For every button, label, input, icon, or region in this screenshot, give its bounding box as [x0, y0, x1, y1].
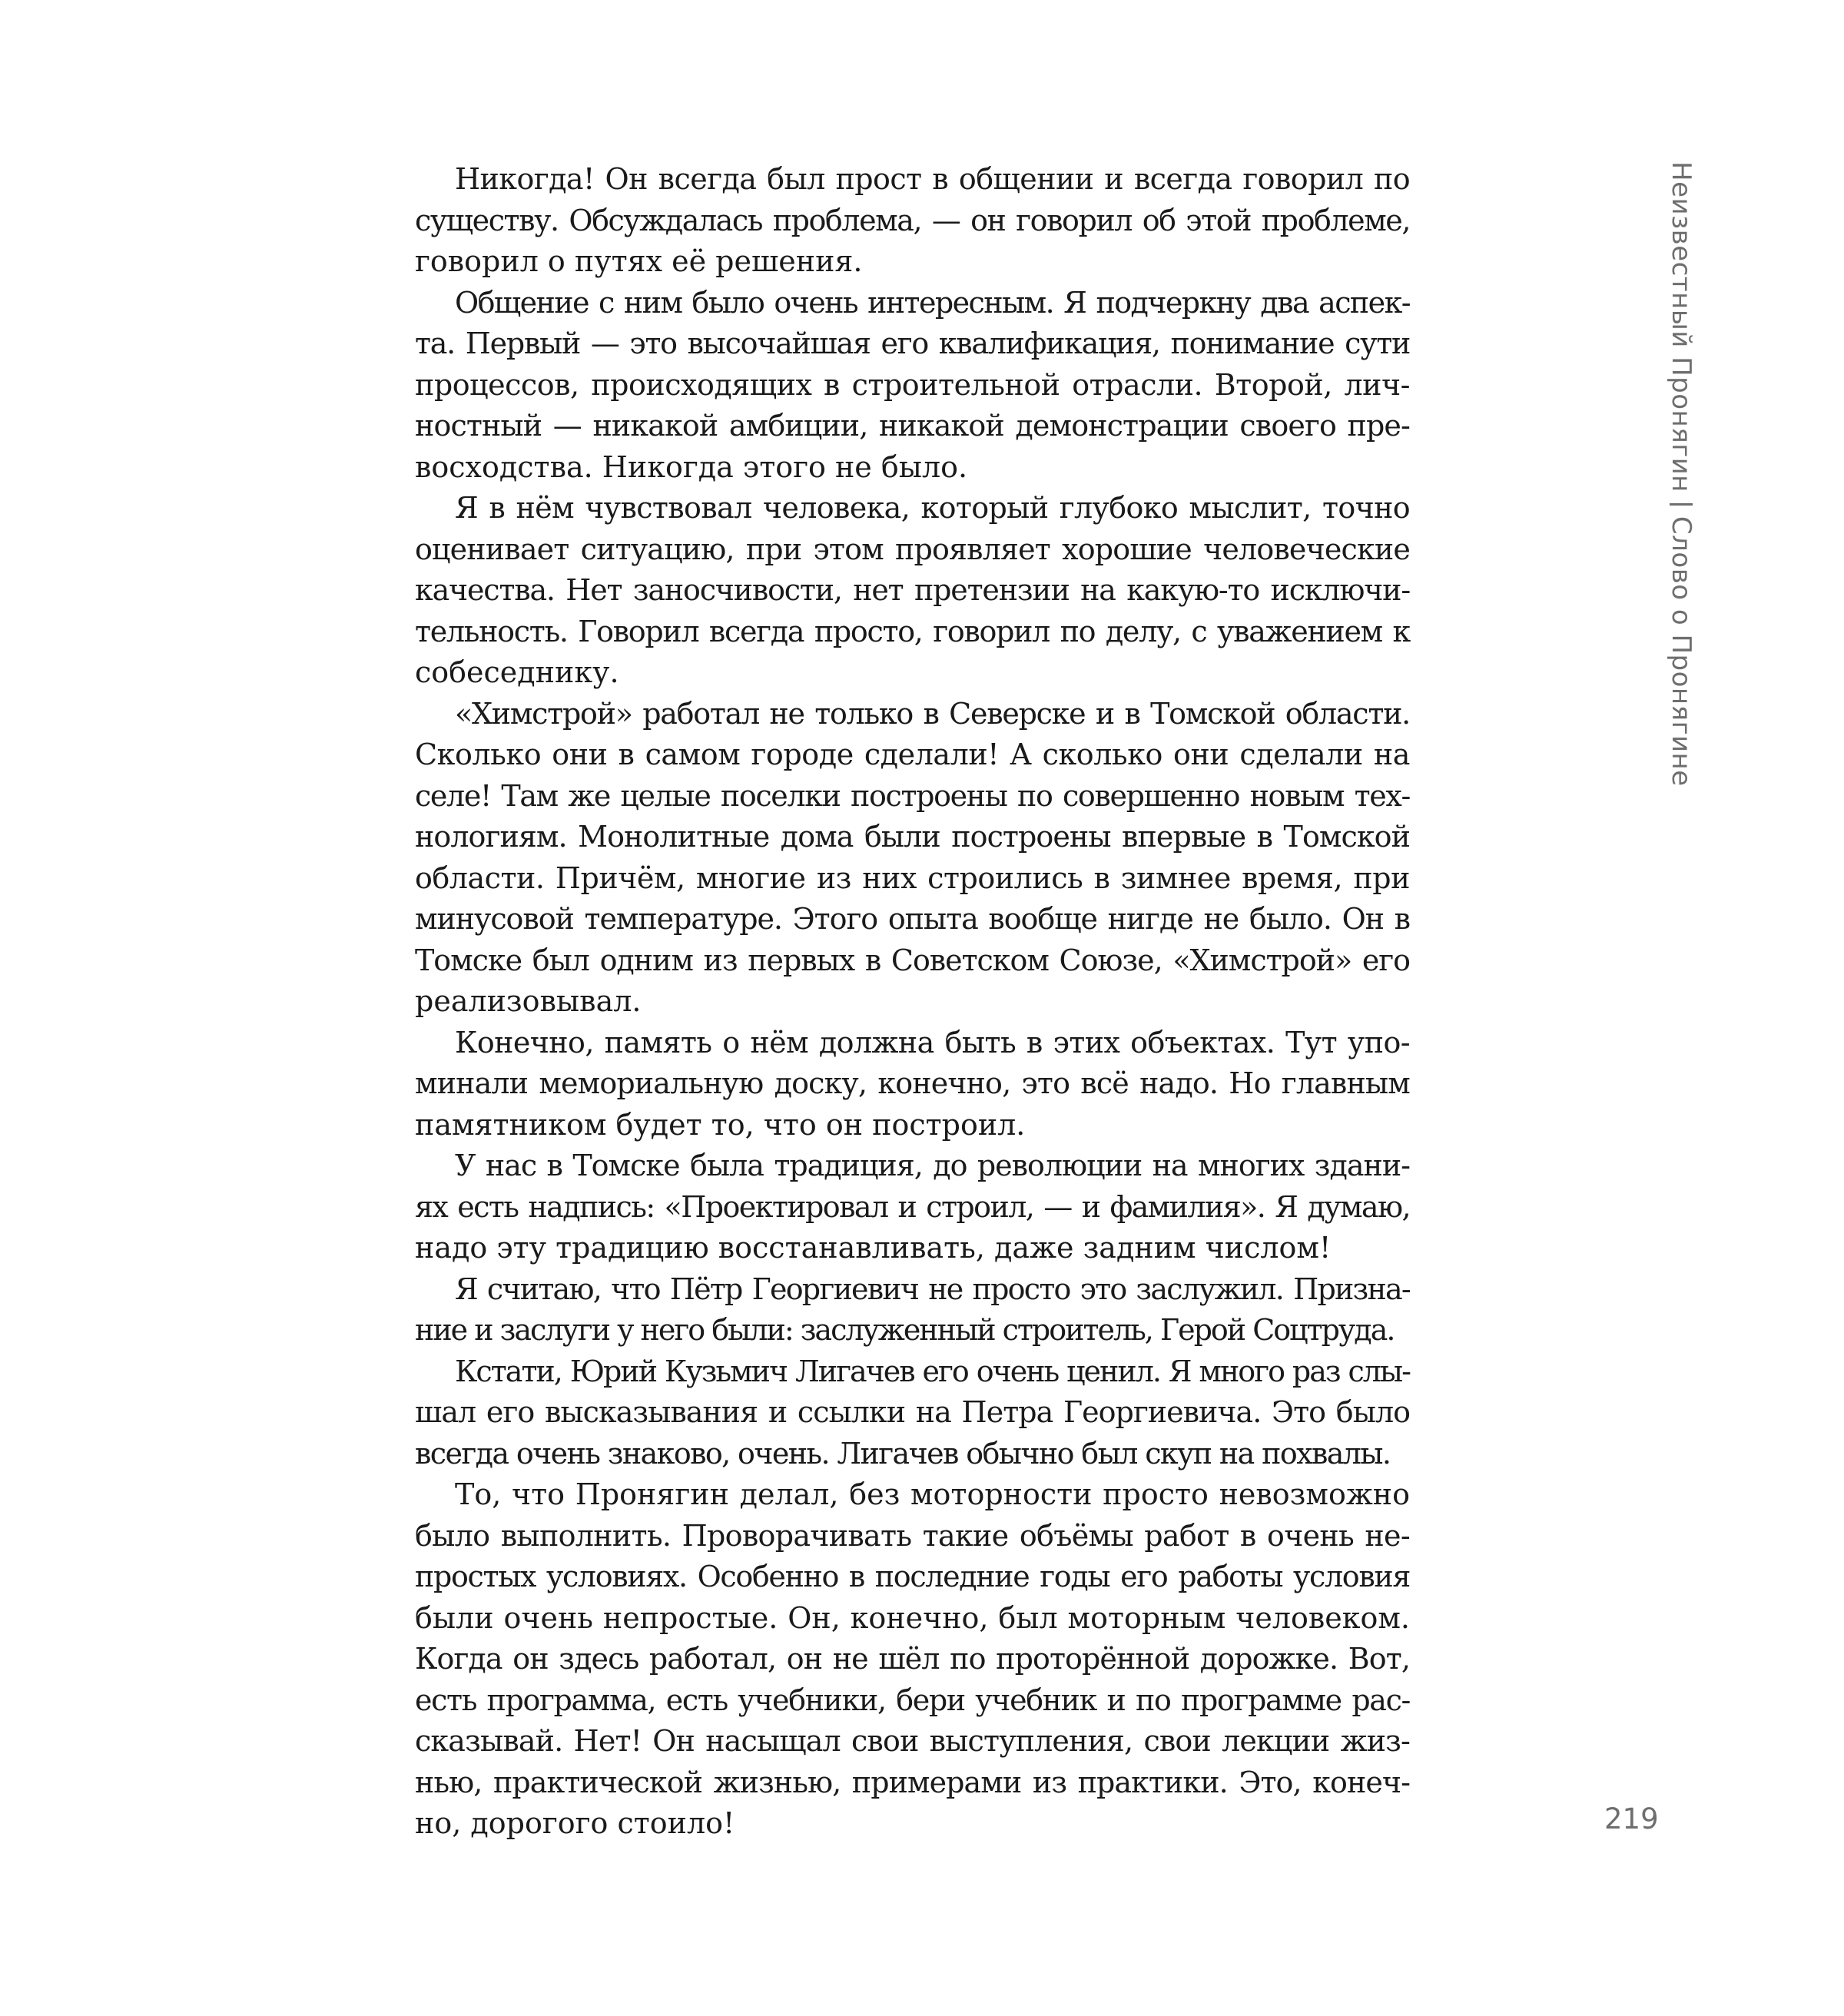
- text-line: Кстати, Юрий Кузьмич Лигачев его очень ценил. Я много раз слы-: [455, 1354, 1410, 1388]
- text-line: Я в нём чувствовал человека, который глубоко мыслит, точно: [455, 491, 1410, 525]
- paragraph: [415, 159, 1410, 283]
- text-line: То, что Пронягин делал, без моторности просто невозможно: [455, 1477, 1410, 1511]
- text-line: Томске был одним из первых в Советском Союзе, «Химстрой» его: [415, 943, 1410, 977]
- running-head: [1660, 161, 1706, 787]
- paragraph: [415, 1474, 1410, 1845]
- text-line: сказывай. Нет! Он насыщал свои выступления, свои лекции жиз-: [415, 1724, 1410, 1758]
- text-line: области. Причём, многие из них строились в зимнее время, при: [415, 860, 1410, 895]
- text-line: собеседнику.: [415, 655, 619, 689]
- separator-bar: [1670, 503, 1693, 506]
- text-line: селе! Там же целые поселки построены по совершенно новым тех-: [415, 778, 1410, 813]
- text-line: тельность. Говорил всегда просто, говорил по делу, с уважением к: [415, 614, 1410, 648]
- text-line: ях есть надпись: «Проектировал и строил, — и фамилия». Я думаю,: [415, 1189, 1410, 1224]
- text-line: нью, практической жизнью, примерами из практики. Это, конеч-: [415, 1765, 1410, 1799]
- text-line: реализовывал.: [415, 984, 642, 1018]
- text-line: минусовой температуре. Этого опыта вообще нигде не было. Он в: [415, 902, 1410, 936]
- text-line: Никогда! Он всегда был прост в общении и всегда говорил по: [455, 162, 1410, 196]
- text-line: есть программа, есть учебники, бери учебник и по программе рас-: [415, 1683, 1410, 1717]
- paragraph: [415, 283, 1410, 489]
- text-line: Общение с ним было очень интересным. Я подчеркну два аспек-: [455, 285, 1410, 320]
- text-line: ние и заслуги у него были: заслуженный строитель, Герой Соцтруда.: [415, 1313, 1395, 1347]
- section-title: Слово о Пронягине: [1666, 516, 1696, 787]
- paragraph: [415, 694, 1410, 1023]
- text-line: нологиям. Монолитные дома были построены впервые в Томской: [415, 820, 1410, 854]
- text-line: памятником будет то, что он построил.: [415, 1107, 1026, 1142]
- paragraph: [415, 1351, 1410, 1475]
- text-line: были очень непростые. Он, конечно, был моторным человеком.: [415, 1600, 1410, 1635]
- text-line: Когда он здесь работал, он не шёл по проторённой дорожке. Вот,: [415, 1642, 1410, 1676]
- book-title: Неизвестный Пронягин: [1666, 161, 1696, 492]
- text-line: Сколько они в самом городе сделали! А сколько они сделали на: [415, 738, 1410, 771]
- page-number: 219: [1604, 1802, 1659, 1835]
- text-line: Я считаю, что Пётр Георгиевич не просто это заслужил. Призна-: [455, 1272, 1410, 1306]
- text-line: существу. Обсуждалась проблема, — он говорил об этой проблеме,: [415, 203, 1410, 237]
- text-line: простых условиях. Особенно в последние годы его работы условия: [415, 1560, 1410, 1593]
- text-line: У нас в Томске была традиция, до революции на многих здани-: [455, 1149, 1410, 1182]
- text-line: оценивает ситуацию, при этом проявляет хорошие человеческие: [415, 532, 1410, 566]
- text-line: качества. Нет заносчивости, нет претензии на какую-то исключи-: [415, 573, 1410, 607]
- text-line: восходства. Никогда этого не было.: [415, 449, 968, 484]
- running-head-text: [1666, 161, 1696, 787]
- text-line: шал его высказывания и ссылки на Петра Георгиевича. Это было: [415, 1395, 1410, 1429]
- paragraph: [415, 1023, 1410, 1146]
- text-line: ностный — никакой амбиции, никакой демонстрации своего пре-: [415, 409, 1410, 443]
- text-line: Конечно, память о нём должна быть в этих объектах. Тут упо-: [455, 1025, 1410, 1059]
- paragraph: [415, 488, 1410, 694]
- text-line: «Химстрой» работал не только в Северске и в Томской области.: [455, 696, 1410, 731]
- paragraph: [415, 1269, 1410, 1351]
- text-line: та. Первый — это высочайшая его квалификация, понимание сути: [415, 327, 1410, 360]
- text-line: надо эту традицию восстанавливать, даже задним числом!: [415, 1231, 1332, 1265]
- text-line: процессов, происходящих в строительной отрасли. Второй, лич-: [415, 367, 1410, 402]
- text-line: говорил о путях её решения.: [415, 244, 863, 278]
- text-line: но, дорогого стоило!: [415, 1806, 735, 1840]
- text-line: было выполнить. Проворачивать такие объёмы работ в очень не-: [415, 1518, 1410, 1553]
- body-text: [415, 159, 1410, 1845]
- text-line: минали мемориальную доску, конечно, это всё надо. Но главным: [415, 1066, 1410, 1100]
- paragraph: [415, 1146, 1410, 1269]
- text-line: всегда очень знаково, очень. Лигачев обычно был скуп на похвалы.: [415, 1436, 1391, 1471]
